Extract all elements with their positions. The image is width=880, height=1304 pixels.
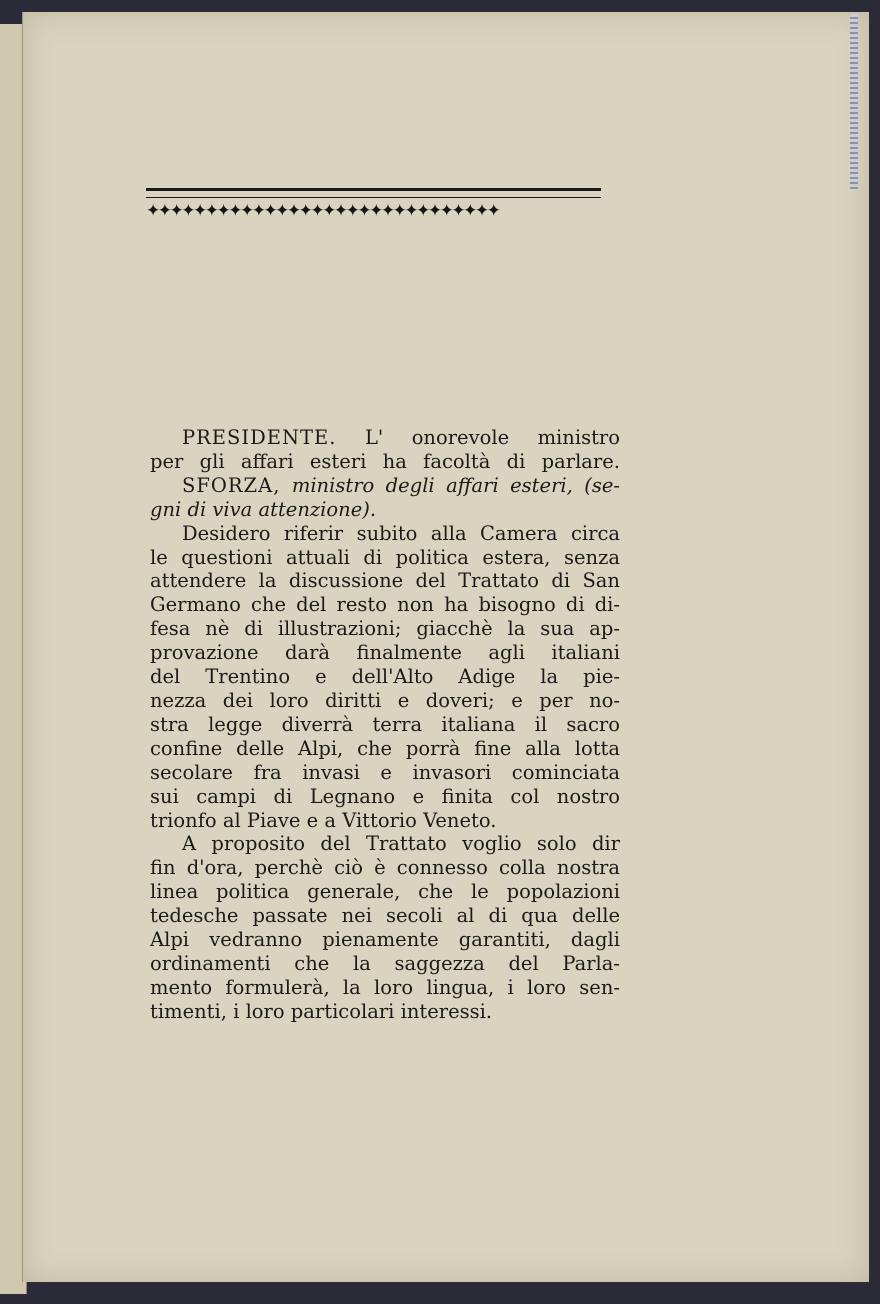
p1-line: Germano che del resto non ha bisogno di di- — [150, 593, 620, 617]
header-rule — [146, 188, 601, 191]
paragraph-1 — [150, 522, 620, 833]
p1-line: attendere la discussione del Trattato di San — [150, 569, 620, 593]
speech-text — [150, 426, 620, 1024]
p2-line: A proposito del Trattato voglio solo dir — [182, 832, 620, 856]
p2-line: fin d'ora, perchè ciò è connesso colla nostra — [150, 856, 620, 880]
president-line-2: per gli affari esteri ha facoltà di parlare. — [150, 449, 620, 473]
p1-line: le questioni attuali di politica estera, senza — [150, 545, 620, 569]
p1-line: confine delle Alpi, che porrà fine alla lotta — [150, 736, 620, 760]
p1-line: fesa nè di illustrazioni; giacchè la sua ap- — [150, 617, 620, 641]
header-rule-thin — [146, 197, 601, 198]
p1-line: Desidero riferir subito alla Camera circa — [182, 521, 620, 545]
p2-line: timenti, i loro particolari interessi. — [150, 999, 493, 1023]
ornament-border: ✦✦✦✦✦✦✦✦✦✦✦✦✦✦✦✦✦✦✦✦✦✦✦✦✦✦✦✦✦✦ — [146, 201, 499, 221]
p2-line: mento formulerà, la loro lingua, i loro sen- — [150, 975, 620, 999]
sforza-line-1: SFORZA, ministro degli affari esteri, (se- — [182, 473, 621, 497]
president-line-1: PRESIDENTE. L' onorevole ministro — [182, 426, 620, 449]
speaker-sforza: SFORZA, — [182, 473, 281, 497]
p2-line: Alpi vedranno pienamente garantiti, dagli — [150, 928, 620, 952]
p2-line: tedesche passate nei secoli al di qua delle — [150, 904, 620, 928]
p2-line: linea politica generale, che le popolazioni — [150, 880, 620, 904]
p1-line: provazione darà finalmente agli italiani — [150, 641, 620, 665]
p1-line: trionfo al Piave e a Vittorio Veneto. — [150, 808, 497, 832]
p1-line: sui campi di Legnano e finita col nostro — [150, 784, 620, 808]
p1-line: nezza dei loro diritti e doveri; e per no- — [150, 688, 620, 712]
p2-line: ordinamenti che la saggezza del Parla- — [150, 951, 620, 975]
sforza-heading — [150, 474, 620, 522]
page-edge-strip — [850, 14, 858, 189]
p1-line: secolare fra invasi e invasori cominciata — [150, 760, 620, 784]
sforza-line-2: gni di viva attenzione). — [150, 497, 377, 521]
p1-line: stra legge diverrà terra italiana il sacro — [150, 712, 620, 736]
president-paragraph — [150, 426, 620, 474]
speaker-president: PRESIDENTE. — [182, 426, 337, 449]
p1-line: del Trentino e dell'Alto Adige la pie- — [150, 665, 620, 689]
paragraph-2 — [150, 832, 620, 1023]
